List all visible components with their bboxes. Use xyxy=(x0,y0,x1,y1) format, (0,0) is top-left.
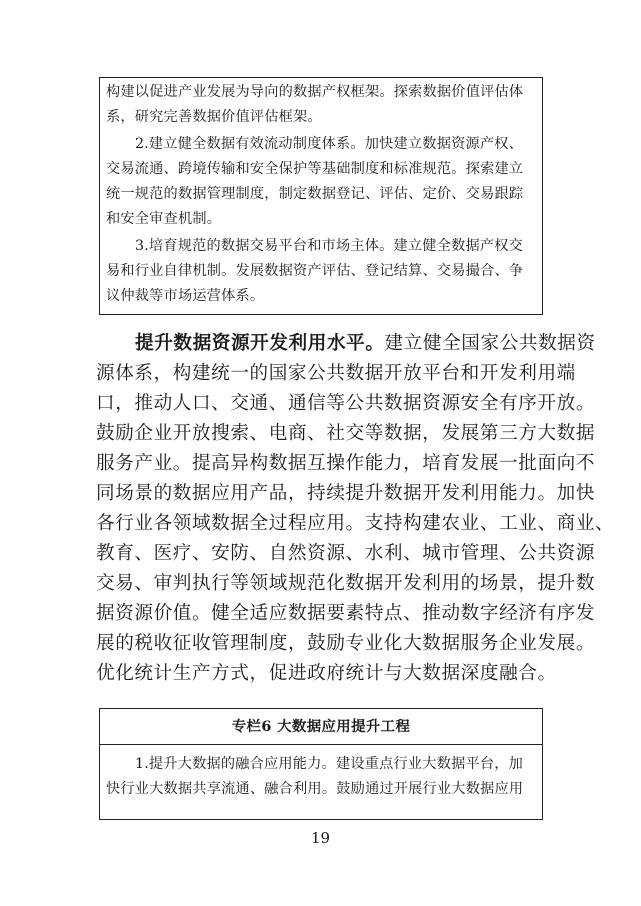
paragraph-line: 优化统计生产方式，促进政府统计与大数据深度融合。 xyxy=(96,663,557,684)
box-text-line: 构建以促进产业发展为导向的数据产权框架。探索数据价值评估体 xyxy=(106,84,524,100)
paragraph-first-line xyxy=(135,332,595,356)
paragraph-line: 同场景的数据应用产品，持续提升数据开发利用能力。加快 xyxy=(96,483,596,504)
page-number: 19 xyxy=(310,829,331,847)
paragraph-line: 源体系，构建统一的国家公共数据开放平台和开发利用端 xyxy=(96,363,576,384)
paragraph-line: 鼓励企业开放搜索、电商、社交等数据，发展第三方大数据 xyxy=(96,423,596,444)
paragraph-line: 口，推动人口、交通、通信等公共数据资源安全有序开放。 xyxy=(96,393,596,414)
paragraph-heading: 提升数据资源开发利用水平。 xyxy=(135,333,385,354)
paragraph-line: 教育、医疗、安防、自然资源、水利、城市管理、公共资源 xyxy=(96,543,596,564)
box-text-line: 和安全审查机制。 xyxy=(106,211,222,227)
paragraph-line: 据资源价值。健全适应数据要素特点、推动数字经济有序发 xyxy=(96,603,596,624)
box-text-line: 快行业大数据共享流通、融合利用。鼓励通过开展行业大数据应用 xyxy=(106,781,524,797)
column-box xyxy=(99,708,543,820)
box-text-line: 3.培育规范的数据交易平台和市场主体。建立健全数据产权交 xyxy=(135,238,524,254)
paragraph-line: 展的税收征收管理制度，鼓励专业化大数据服务企业发展。 xyxy=(96,633,596,654)
paragraph-text: 建立健全国家公共数据资 xyxy=(384,333,596,354)
column-box-continued xyxy=(99,77,543,315)
box-text-line: 系，研究完善数据价值评估框架。 xyxy=(106,109,322,125)
box-text-line: 1.提升大数据的融合应用能力。建设重点行业大数据平台，加 xyxy=(135,756,524,772)
column-box-title: 专栏6 大数据应用提升工程 xyxy=(100,709,542,745)
paragraph-line: 服务产业。提高异构数据互操作能力，培育发展一批面向不 xyxy=(96,453,596,474)
box-text-line: 统一规范的数据管理制度，制定数据登记、评估、定价、交易跟踪 xyxy=(106,186,524,202)
paragraph-line: 交易、审判执行等领域规范化数据开发利用的场景，提升数 xyxy=(96,573,596,594)
box-text-line: 2.建立健全数据有效流动制度体系。加快建立数据资源产权、 xyxy=(135,136,524,152)
paragraph-line: 各行业各领域数据全过程应用。支持构建农业、工业、商业、 xyxy=(96,513,615,534)
box-text-line: 易和行业自律机制。发展数据资产评估、登记结算、交易撮合、争 xyxy=(106,263,524,279)
box-text-line: 交易流通、跨境传输和安全保护等基础制度和标准规范。探索建立 xyxy=(106,161,524,177)
box-text-line: 议仲裁等市场运营体系。 xyxy=(106,288,265,304)
